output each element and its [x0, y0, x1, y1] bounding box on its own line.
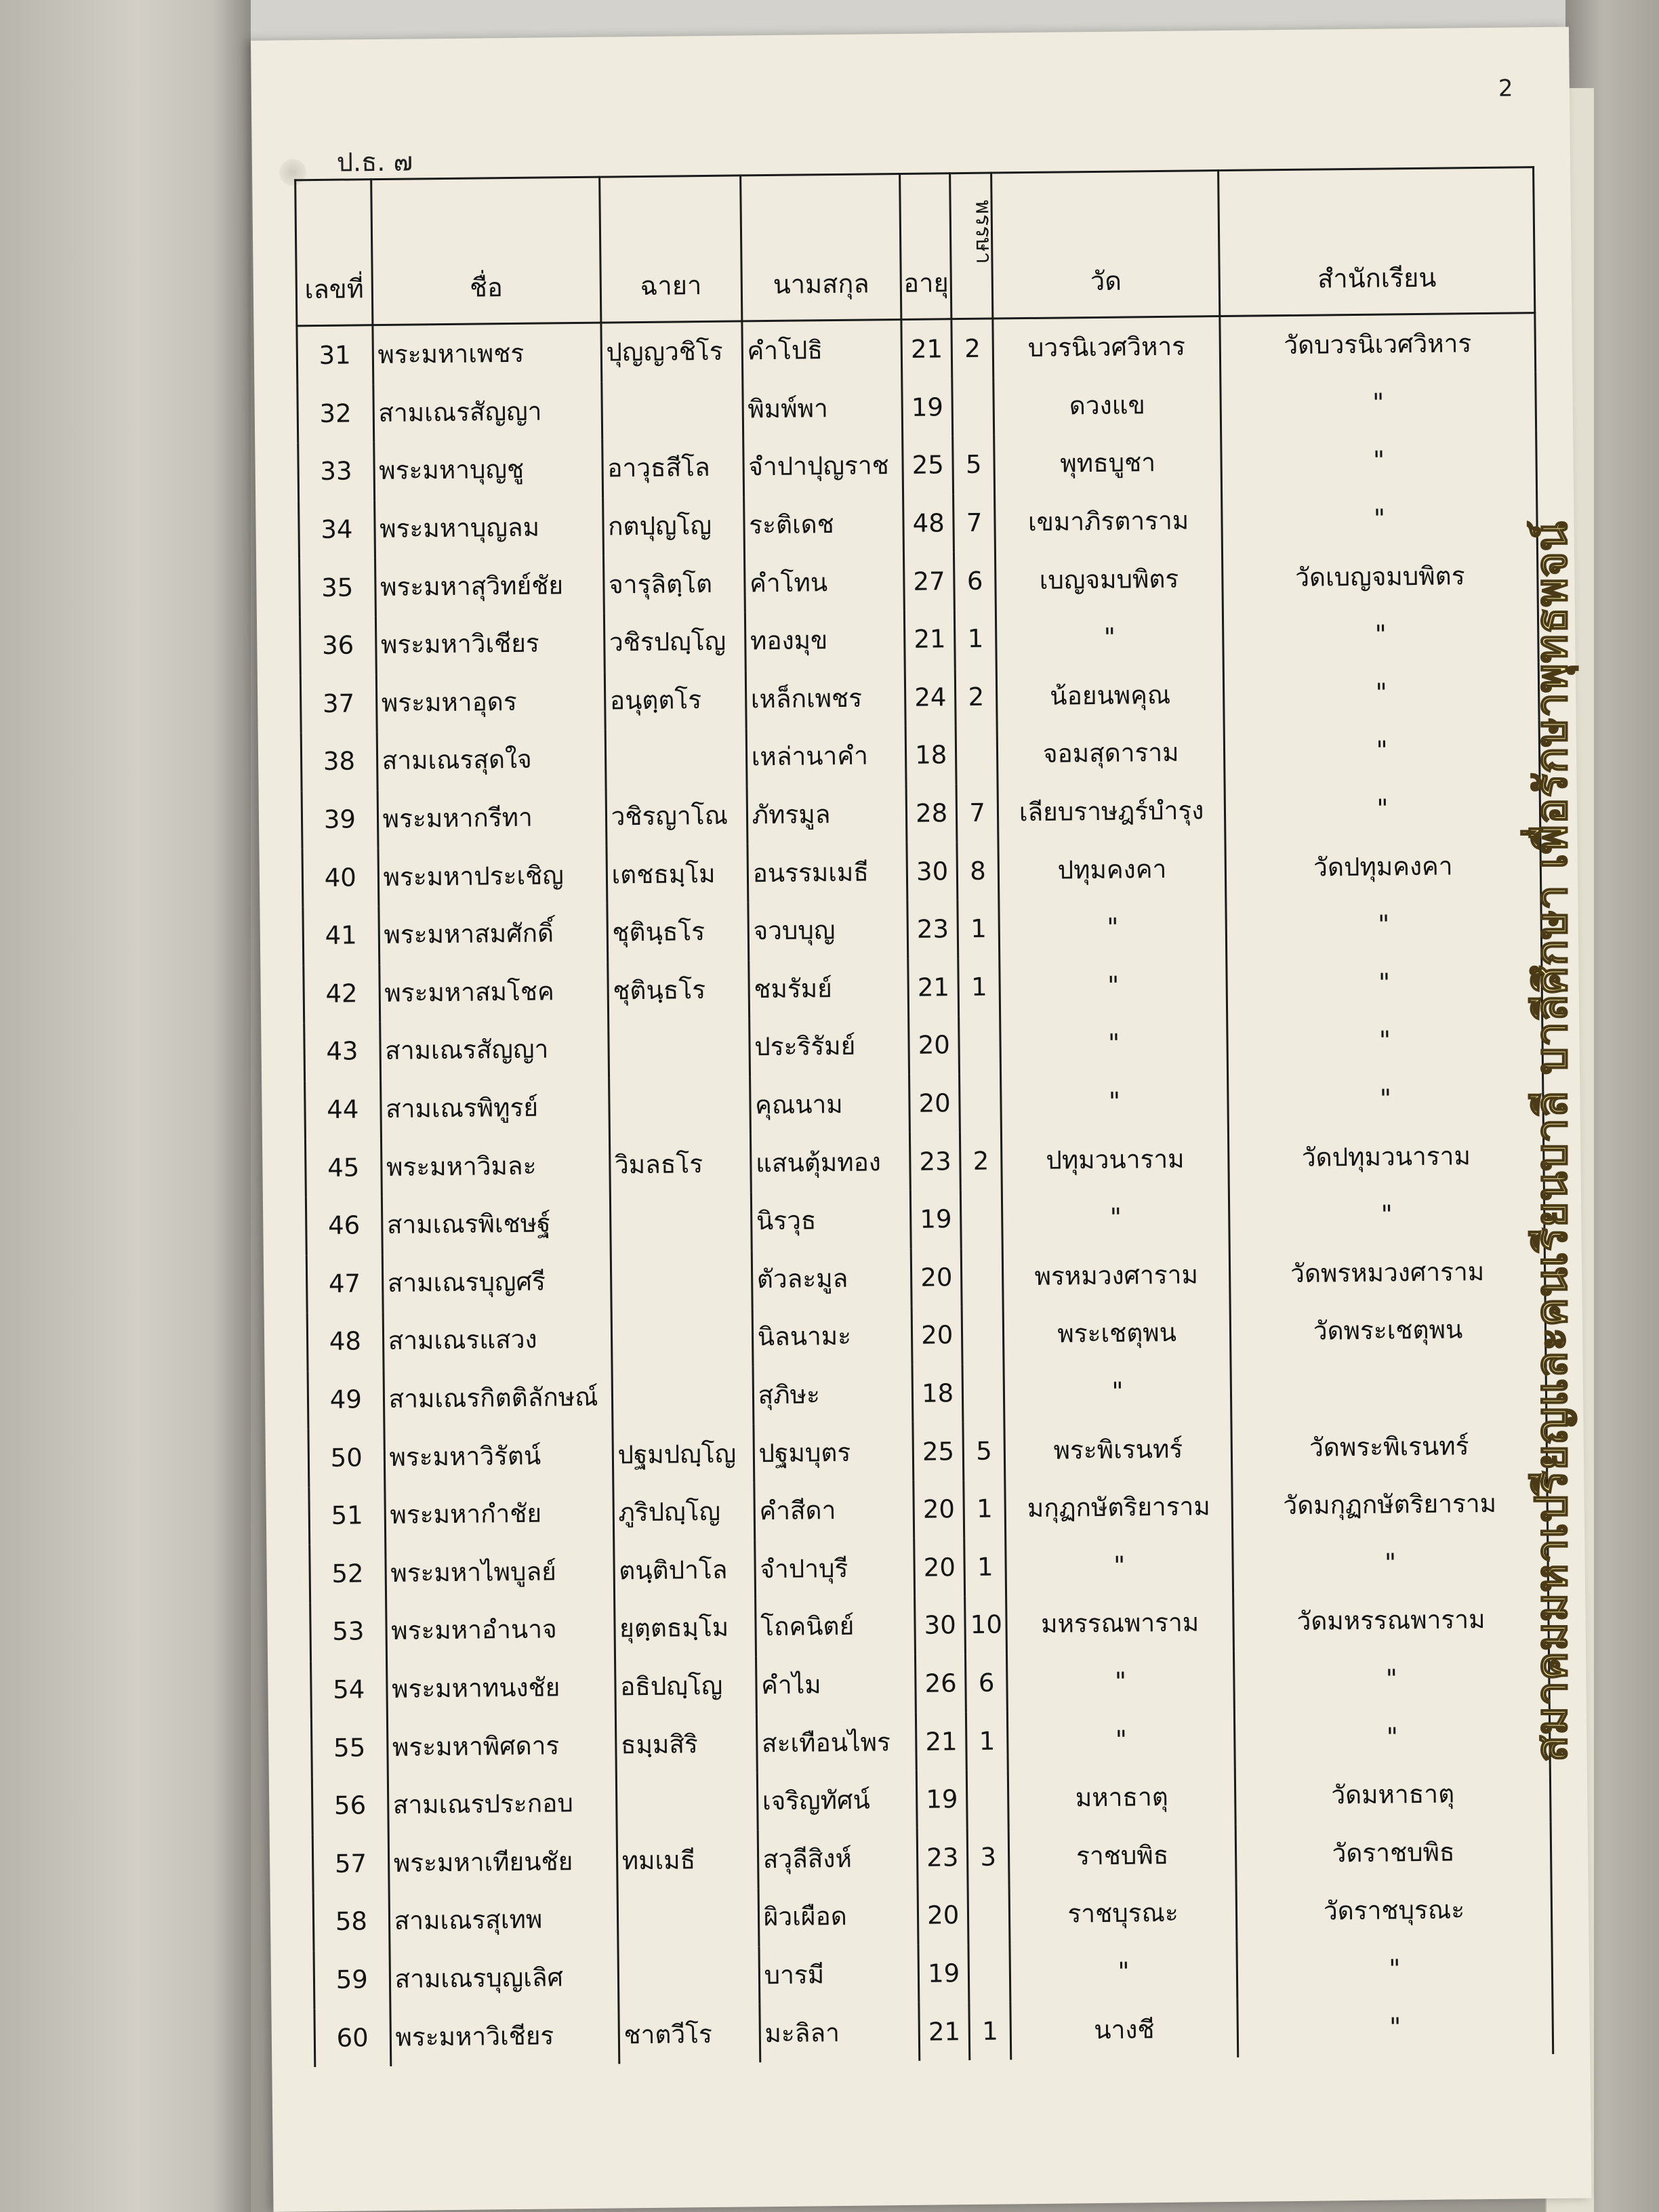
cell-surname: จวบบุญ [748, 901, 908, 960]
cell-grade: 1 [955, 610, 997, 668]
cell-monastic-name: อาวุธสีโล [602, 438, 743, 498]
cell-school: วัดบวรนิเวศวิหาร [1220, 313, 1536, 375]
cell-wat: จอมสุดาราม [997, 723, 1225, 783]
cell-school: วัดพระเชตุพน [1230, 1300, 1546, 1361]
cell-wat: มกุฏกษัตริยาราม [1005, 1477, 1233, 1538]
cell-monastic-name: กตปุญโญ [602, 496, 744, 556]
cell-monastic-name: อนุตฺตโร [605, 670, 746, 730]
cell-monastic-name: ชุตินฺธโร [607, 902, 748, 962]
cell-school: " [1237, 1996, 1553, 2057]
header-grade [950, 173, 998, 319]
cell-age: 21 [916, 1712, 967, 1770]
cell-grade: 3 [967, 1828, 1009, 1886]
cell-age: 27 [904, 552, 955, 611]
cell-school: วัดเบญจมบพิตร [1222, 546, 1538, 607]
cell-wat: ปทุมวนาราม [1002, 1129, 1229, 1189]
cell-age: 20 [914, 1480, 964, 1538]
cell-wat: " [1004, 1361, 1231, 1422]
roster-body [297, 313, 1553, 2067]
cell-monastic-name: ภูริปญฺโญ [613, 1482, 754, 1542]
cell-surname: คำโปธิ [742, 319, 902, 380]
cell-no: 41 [303, 906, 380, 965]
cell-grade: 1 [964, 1538, 1006, 1596]
cell-wat: เขมาภิรตาราม [995, 491, 1223, 552]
header-age: อายุ [900, 173, 951, 320]
cell-no: 59 [314, 1950, 390, 2009]
cell-monastic-name [616, 1772, 758, 1832]
cell-school: วัดราชบุรณะ [1236, 1880, 1552, 1941]
cell-surname: เหล่านาคำ [746, 726, 906, 786]
header-surname: นามสกุล [740, 173, 901, 321]
cell-age: 20 [909, 1016, 960, 1074]
cell-wat: " [1010, 1942, 1237, 2002]
cell-grade: 5 [953, 436, 995, 494]
roster-table [294, 166, 1554, 2067]
cell-no: 60 [314, 2008, 391, 2067]
cell-monastic-name: อธิปญฺโญ [615, 1656, 756, 1716]
cell-surname: ผิวเผือด [758, 1887, 918, 1946]
page-number: 2 [1498, 75, 1513, 102]
cell-surname: สะเทือนไพร [756, 1713, 916, 1772]
table-row [314, 1996, 1553, 2067]
cell-name: พระมหาเพชร [373, 323, 602, 384]
cell-monastic-name [609, 1076, 750, 1136]
cell-no: 55 [311, 1718, 388, 1777]
cell-surname: คำไม [756, 1655, 916, 1715]
cell-wat: พรหมวงศาราม [1002, 1245, 1230, 1305]
cell-no: 57 [312, 1834, 389, 1893]
cell-school: " [1227, 952, 1542, 1013]
cell-school: " [1226, 894, 1542, 955]
cell-grade [962, 1364, 1004, 1422]
header-grade-text: พรรษา [970, 199, 998, 264]
cell-age: 18 [912, 1364, 963, 1422]
cell-surname: คำสีดา [754, 1481, 914, 1540]
cell-no: 33 [298, 442, 375, 501]
cell-wat: น้อยนพคุณ [996, 665, 1224, 726]
cell-age: 19 [916, 1770, 967, 1828]
cell-monastic-name [618, 1946, 760, 2006]
cell-wat: " [1001, 1071, 1229, 1132]
cell-school: " [1222, 488, 1538, 549]
cell-age: 30 [907, 842, 958, 900]
cell-age: 30 [915, 1596, 966, 1654]
cell-grade: 2 [951, 319, 994, 378]
cell-school: วัดมหาธาตุ [1235, 1764, 1551, 1825]
cell-wat: นางชี [1010, 1999, 1238, 2060]
cell-grade: 2 [955, 668, 997, 726]
cell-name: พระมหาทนงชัย [386, 1658, 615, 1718]
cell-name: พระมหากำชัย [384, 1483, 613, 1544]
cell-name: สามเณรพิทูรย์ [380, 1078, 609, 1138]
cell-wat: มหาธาตุ [1008, 1767, 1235, 1828]
cell-school: วัดราชบพิธ [1235, 1822, 1551, 1883]
cell-wat: ดวงแข [994, 375, 1221, 436]
cell-grade [968, 1885, 1010, 1944]
cell-school: " [1229, 1184, 1544, 1245]
cell-grade: 1 [958, 958, 1000, 1016]
cell-no: 58 [313, 1892, 390, 1951]
cell-surname: ปฐมบุตร [754, 1422, 914, 1482]
cell-age: 19 [918, 1944, 969, 2003]
cell-no: 54 [311, 1660, 388, 1719]
cell-monastic-name: วิมลธโร [609, 1134, 751, 1194]
header-row [295, 167, 1535, 326]
cell-surname: นิลนามะ [752, 1307, 912, 1366]
cell-school: " [1223, 662, 1539, 723]
cell-no: 48 [307, 1312, 384, 1371]
cell-age: 23 [917, 1828, 968, 1887]
cell-age: 20 [911, 1248, 962, 1307]
cell-grade [961, 1189, 1003, 1248]
cell-name: พระมหาไพบูลย์ [385, 1542, 614, 1602]
left-page [0, 0, 251, 2212]
cell-wat: เลียบราษฎร์บำรุง [998, 781, 1225, 842]
cell-no: 49 [308, 1370, 384, 1429]
cell-age: 18 [905, 726, 956, 784]
cell-grade [960, 1073, 1002, 1132]
cell-school: วัดปทุมคงคา [1225, 836, 1541, 897]
cell-surname: เจริญทัศน์ [757, 1771, 917, 1830]
cell-grade: 5 [963, 1422, 1005, 1480]
cell-name: พระมหาวิมละ [381, 1136, 610, 1196]
cell-name: สามเณรแสวง [383, 1310, 612, 1370]
cell-school: " [1221, 430, 1537, 491]
cell-no: 38 [301, 732, 377, 791]
cell-grade: 1 [969, 2002, 1011, 2060]
cell-grade: 1 [964, 1479, 1006, 1538]
cell-grade [962, 1306, 1004, 1364]
cell-grade: 2 [960, 1132, 1002, 1190]
cell-grade [961, 1248, 1003, 1306]
cell-surname: เหล็กเพชร [745, 669, 905, 729]
cell-wat: บวรนิเวศวิหาร [993, 316, 1221, 378]
cell-school: " [1227, 1010, 1543, 1071]
cell-age: 26 [916, 1654, 966, 1713]
cell-no: 50 [308, 1428, 385, 1487]
cell-wat: พุทธบูชา [994, 433, 1222, 493]
cell-grade: 6 [966, 1654, 1008, 1712]
cell-school: " [1234, 1706, 1550, 1767]
cell-surname: อนรรมเมธี [747, 842, 907, 902]
cell-wat: ราชบุรณะ [1009, 1883, 1237, 1944]
cell-monastic-name [610, 1192, 752, 1252]
cell-monastic-name [611, 1308, 753, 1368]
cell-grade: 8 [957, 842, 999, 900]
cell-surname: สวุลีสิงห์ [758, 1828, 918, 1888]
cell-monastic-name: ปฐมปญฺโญ [613, 1425, 754, 1484]
cell-grade [967, 1769, 1009, 1828]
cell-age: 24 [905, 668, 956, 726]
header-name: ชื่อ [371, 177, 600, 325]
cell-age: 25 [903, 436, 954, 494]
cell-name: สามเณรสุเทพ [389, 1890, 618, 1950]
cell-age: 21 [908, 958, 959, 1017]
cell-monastic-name: วชิรญาโณ [606, 786, 747, 846]
cell-no: 35 [300, 558, 376, 617]
cell-name: สามเณรบุญเลิศ [390, 1948, 619, 2008]
cell-name: พระมหากรีทา [377, 787, 607, 848]
cell-age: 19 [910, 1190, 961, 1248]
cell-surname: คำโทน [744, 552, 904, 612]
cell-wat: " [1007, 1652, 1235, 1712]
cell-name: พระมหาสมศักดิ์ [379, 904, 608, 964]
cell-age: 23 [907, 900, 958, 958]
cell-age: 21 [904, 610, 955, 668]
cell-name: พระมหาวิเชียร [390, 2006, 619, 2066]
cell-monastic-name: ทมเมธี [617, 1830, 758, 1890]
cell-grade [956, 726, 998, 784]
cell-age: 21 [919, 2002, 970, 2060]
cell-grade [968, 1944, 1010, 2002]
cell-no: 51 [309, 1486, 386, 1545]
cell-wat: มหรรณพาราม [1006, 1593, 1234, 1654]
cell-name: พระมหาเทียนชัย [388, 1832, 617, 1892]
cell-monastic-name: เตชธมฺโม [607, 844, 748, 904]
cell-surname: ภัทรมูล [747, 785, 907, 844]
cell-school: " [1233, 1532, 1549, 1593]
cell-no: 45 [305, 1138, 382, 1197]
cell-surname: แสนตุ้มทอง [750, 1132, 910, 1192]
cell-no: 53 [310, 1602, 387, 1661]
cell-no: 39 [302, 790, 378, 849]
cell-wat: " [1000, 956, 1227, 1016]
cell-name: สามเณรพิเชษฐ์ [382, 1193, 611, 1254]
cell-school: วัดมกุฏกษัตริยาราม [1232, 1474, 1548, 1535]
cell-school [1231, 1358, 1547, 1419]
cell-wat: " [1008, 1709, 1235, 1769]
cell-no: 36 [300, 616, 376, 675]
cell-grade [959, 1016, 1001, 1074]
cell-wat: " [1000, 1013, 1228, 1073]
cell-surname: ระติเดช [743, 495, 903, 554]
cell-monastic-name [617, 1888, 759, 1948]
cell-no: 31 [297, 325, 373, 385]
cell-surname: พิมพ์พา [742, 379, 902, 438]
cell-surname: นิรวุธ [751, 1191, 911, 1250]
cell-age: 20 [909, 1074, 960, 1132]
cell-school: วัดพระพิเรนทร์ [1231, 1416, 1547, 1477]
cell-surname: จำปาปุญราช [743, 436, 903, 496]
cell-grade: 7 [954, 493, 996, 552]
cell-grade [952, 377, 994, 436]
document-page [251, 27, 1591, 2212]
cell-no: 47 [306, 1254, 383, 1313]
cell-no: 44 [305, 1080, 382, 1139]
cell-wat: พระเชตุพน [1003, 1303, 1231, 1364]
cell-grade: 1 [966, 1712, 1008, 1770]
cell-surname: บารมี [759, 1944, 919, 2004]
cell-name: สามเณรสัญญา [373, 382, 602, 442]
cell-school: " [1225, 778, 1540, 839]
cell-grade: 1 [958, 899, 1000, 958]
cell-school: " [1234, 1648, 1550, 1709]
cell-no: 43 [304, 1022, 381, 1081]
cell-school: " [1228, 1068, 1544, 1129]
cell-wat: " [996, 607, 1223, 668]
cell-name: สามเณรกิตติลักษณ์ [384, 1368, 613, 1428]
cell-school: " [1237, 1938, 1553, 1999]
cell-monastic-name [612, 1366, 754, 1426]
cell-name: พระมหาวิเชียร [375, 614, 605, 674]
cell-name: พระมหาอุดร [376, 672, 605, 732]
cell-school: วัดปทุมวนาราม [1228, 1126, 1544, 1187]
form-code: ป.ธ. ๗ [336, 146, 413, 178]
cell-wat: " [1002, 1187, 1229, 1248]
cell-name: พระมหาประเชิญ [378, 846, 607, 906]
cell-no: 42 [304, 964, 380, 1023]
cell-name: สามเณรสัญญา [380, 1020, 609, 1080]
cell-name: พระมหาวิรัตน์ [384, 1426, 613, 1486]
cell-school: " [1223, 604, 1538, 665]
cell-no: 34 [299, 500, 375, 559]
cell-age: 28 [906, 784, 957, 842]
cell-monastic-name: ชาตวีโร [619, 2005, 760, 2064]
cell-grade: 6 [954, 552, 996, 610]
cell-wat: " [999, 897, 1227, 958]
cell-wat: ปทุมคงคา [998, 839, 1226, 899]
cell-wat: " [1006, 1535, 1233, 1595]
cell-no: 56 [312, 1776, 388, 1835]
cell-age: 20 [914, 1538, 965, 1597]
cell-name: สามเณรประกอบ [388, 1774, 617, 1834]
cell-monastic-name [608, 1019, 750, 1078]
cell-name: พระมหาสมโชค [379, 962, 608, 1022]
cell-name: สามเณรบุญศรี [382, 1252, 611, 1312]
cell-school: " [1221, 372, 1536, 433]
cell-monastic-name [601, 380, 743, 440]
cell-school: " [1224, 720, 1540, 781]
cell-grade: 7 [956, 783, 998, 842]
cell-monastic-name: วชิรปญฺโญ [604, 612, 745, 672]
cell-monastic-name: ปุญญวชิโร [600, 321, 742, 382]
cell-surname: จำปาบุรี [754, 1538, 914, 1598]
cell-surname: คุณนาม [750, 1075, 909, 1134]
header-monastic-name: ฉายา [599, 176, 741, 323]
cell-age: 48 [903, 494, 954, 552]
cell-monastic-name: จารุลิตฺโต [603, 554, 745, 614]
cell-surname: ประริรัมย์ [749, 1017, 909, 1076]
cell-wat: ราชบพิธ [1008, 1825, 1236, 1885]
cell-surname: มะลิลา [760, 2003, 920, 2062]
cell-name: พระมหาบุญชู [373, 440, 602, 500]
cell-no: 32 [298, 384, 374, 443]
cell-age: 23 [910, 1132, 961, 1190]
header-no: เลขที่ [295, 180, 373, 326]
cell-name: พระมหาอำนาจ [386, 1600, 615, 1660]
cell-monastic-name: ยุตฺตธมฺโม [614, 1598, 756, 1658]
cell-surname: ตัวละมูล [752, 1248, 912, 1308]
cell-wat: เบญจมบพิตร [996, 549, 1223, 609]
watermark-text: สมาคมมหาเปรียญและคนเรียนบาลี บาลีศึกษา เพื่อรักษาพุทธพจน์ [1527, 520, 1577, 1762]
cell-name: สามเณรสุดใจ [377, 730, 606, 790]
cell-no: 40 [302, 848, 379, 907]
cell-grade: 10 [965, 1596, 1007, 1654]
cell-no: 37 [300, 674, 377, 733]
cell-age: 21 [901, 319, 952, 379]
cell-surname: ชมรัมย์ [748, 958, 908, 1018]
cell-age: 20 [912, 1306, 962, 1364]
cell-age: 25 [913, 1422, 964, 1480]
cell-surname: สุภิษะ [753, 1365, 913, 1425]
cell-no: 46 [306, 1196, 382, 1255]
cell-wat: พระพิเรนทร์ [1004, 1419, 1232, 1479]
cell-name: พระมหาพิศดาร [387, 1716, 616, 1776]
cell-monastic-name: ตนฺติปาโล [613, 1540, 755, 1600]
cell-monastic-name: ชุตินฺธโร [607, 960, 749, 1020]
cell-name: พระมหาสุวิทย์ชัย [375, 556, 604, 616]
header-wat: วัด [991, 171, 1220, 319]
cell-monastic-name [611, 1250, 752, 1310]
cell-no: 52 [310, 1544, 386, 1603]
cell-surname: โถคนิตย์ [755, 1597, 915, 1656]
cell-name: พระมหาบุญลม [374, 497, 603, 558]
cell-age: 20 [918, 1886, 968, 1944]
cell-surname: ทองมุข [745, 611, 905, 670]
cell-age: 19 [902, 378, 953, 436]
cell-school: วัดพรหมวงศาราม [1229, 1242, 1545, 1303]
cell-monastic-name: ธมฺมสิริ [615, 1715, 757, 1774]
cell-school: วัดมหรรณพาราม [1233, 1590, 1549, 1651]
header-school: สำนักเรียน [1218, 167, 1535, 316]
cell-monastic-name [605, 729, 747, 788]
